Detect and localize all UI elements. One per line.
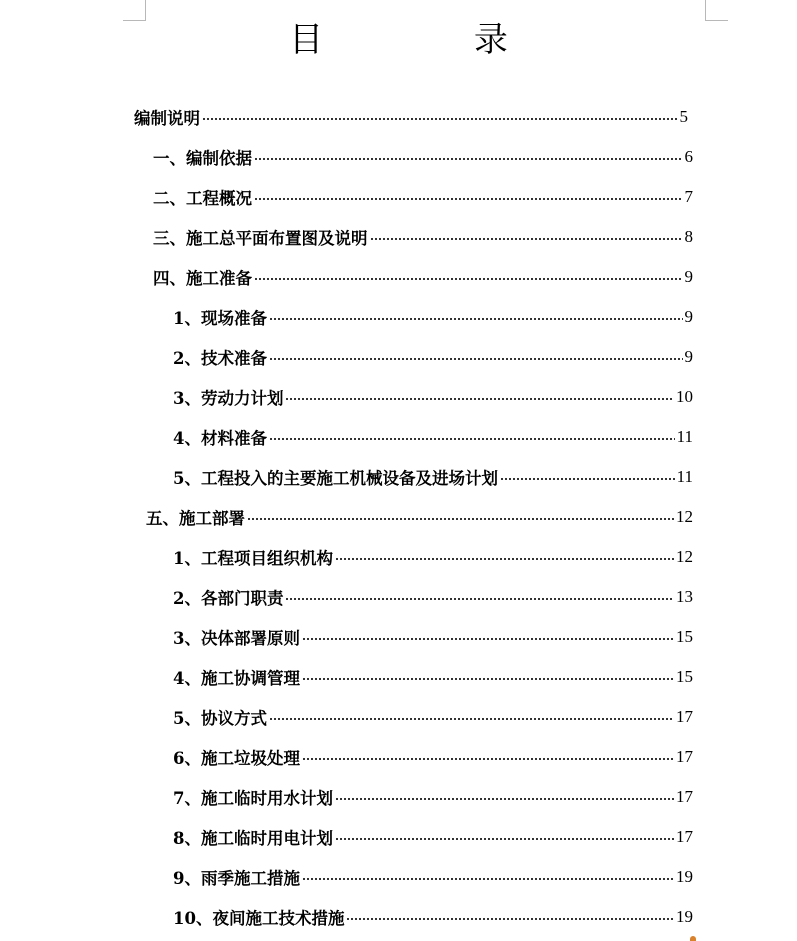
toc-leader xyxy=(269,438,675,440)
toc-leader xyxy=(269,358,683,360)
toc-leader xyxy=(302,878,674,880)
toc-entry-label: 6、施工垃圾处理 xyxy=(173,749,300,768)
toc-entry-label: 4、材料准备 xyxy=(173,429,267,448)
toc-entry-label: 3、决体部署原则 xyxy=(173,629,300,648)
toc-entry[interactable] xyxy=(173,900,693,934)
toc-entry-label: 编制说明 xyxy=(134,109,200,128)
toc-entry-label: 四、施工准备 xyxy=(153,269,252,288)
toc-page-number: 13 xyxy=(676,587,693,606)
toc-page-number: 9 xyxy=(684,307,693,326)
toc-entry[interactable] xyxy=(153,180,693,214)
toc-entry[interactable] xyxy=(173,540,693,574)
toc-entry[interactable] xyxy=(173,700,693,734)
toc-leader xyxy=(269,718,674,720)
toc-leader xyxy=(254,158,683,160)
toc-entry-label: 2、技术准备 xyxy=(173,349,267,368)
toc-page-number: 11 xyxy=(676,427,693,446)
toc-entry-label: 1、工程项目组织机构 xyxy=(173,549,333,568)
toc-leader xyxy=(254,198,683,200)
toc-entry-label: 3、劳动力计划 xyxy=(173,389,284,408)
toc-leader xyxy=(247,518,674,520)
toc-title: 目 录 xyxy=(289,20,578,60)
toc-page-number: 9 xyxy=(684,267,693,286)
toc-page-number: 17 xyxy=(676,827,693,846)
toc-entry-label: 二、工程概况 xyxy=(153,189,252,208)
toc-entry-label: 五、施工部署 xyxy=(146,509,245,528)
toc-entry[interactable] xyxy=(173,420,693,454)
toc-page-number: 17 xyxy=(676,747,693,766)
toc-page-number: 5 xyxy=(679,107,688,126)
toc-leader xyxy=(335,558,674,560)
toc-entry[interactable] xyxy=(173,860,693,894)
toc-page-number: 19 xyxy=(676,907,693,926)
toc-entry-label: 5、协议方式 xyxy=(173,709,267,728)
toc-leader xyxy=(202,118,678,120)
toc-entry-label: 1、现场准备 xyxy=(173,309,267,328)
toc-entry[interactable] xyxy=(153,260,693,294)
toc-entry[interactable] xyxy=(173,380,693,414)
toc-entry-label: 5、工程投入的主要施工机械设备及进场计划 xyxy=(173,469,498,488)
toc-page-number: 12 xyxy=(676,547,693,566)
toc-entry[interactable] xyxy=(173,740,693,774)
toc-page-number: 11 xyxy=(676,467,693,486)
toc-leader xyxy=(302,678,674,680)
toc-entry-label: 10、夜间施工技术措施 xyxy=(173,909,345,928)
toc-page-number: 12 xyxy=(676,507,693,526)
toc-entry[interactable] xyxy=(173,780,693,814)
toc-leader xyxy=(302,638,674,640)
toc-leader xyxy=(335,798,674,800)
toc-entry-label: 三、施工总平面布置图及说明 xyxy=(153,229,368,248)
toc-entry-label: 一、编制依据 xyxy=(153,149,252,168)
toc-leader xyxy=(346,918,674,920)
toc-leader xyxy=(285,598,674,600)
toc-page-number: 15 xyxy=(676,627,693,646)
toc-page-number: 17 xyxy=(676,787,693,806)
toc-page-number: 6 xyxy=(684,147,693,166)
corner-marker xyxy=(690,936,696,941)
toc-entry-label: 4、施工协调管理 xyxy=(173,669,300,688)
toc-leader xyxy=(500,478,675,480)
toc-leader xyxy=(269,318,683,320)
toc-entry[interactable] xyxy=(134,100,688,134)
toc-entry[interactable] xyxy=(173,340,693,374)
toc-page-number: 9 xyxy=(684,347,693,366)
toc-entry[interactable] xyxy=(173,620,693,654)
toc-entry[interactable] xyxy=(173,660,693,694)
toc-page-number: 17 xyxy=(676,707,693,726)
toc-entry[interactable] xyxy=(153,220,693,254)
toc-page-number: 7 xyxy=(684,187,693,206)
toc-leader xyxy=(285,398,674,400)
toc-entry[interactable] xyxy=(153,140,693,174)
toc-page-number: 10 xyxy=(676,387,693,406)
toc-entry[interactable] xyxy=(173,580,693,614)
toc-leader xyxy=(370,238,683,240)
toc-entry-label: 8、施工临时用电计划 xyxy=(173,829,333,848)
toc-leader xyxy=(254,278,683,280)
toc-page-number: 19 xyxy=(676,867,693,886)
toc-entry[interactable] xyxy=(173,300,693,334)
toc-page-number: 8 xyxy=(684,227,693,246)
toc-entry[interactable] xyxy=(146,500,693,534)
toc-page-number: 15 xyxy=(676,667,693,686)
toc-leader xyxy=(335,838,674,840)
toc-entry-label: 2、各部门职责 xyxy=(173,589,284,608)
toc-entry[interactable] xyxy=(173,820,693,854)
toc-entry-label: 9、雨季施工措施 xyxy=(173,869,300,888)
toc-entry-label: 7、施工临时用水计划 xyxy=(173,789,333,808)
toc-leader xyxy=(302,758,674,760)
toc-entry[interactable] xyxy=(173,460,693,494)
